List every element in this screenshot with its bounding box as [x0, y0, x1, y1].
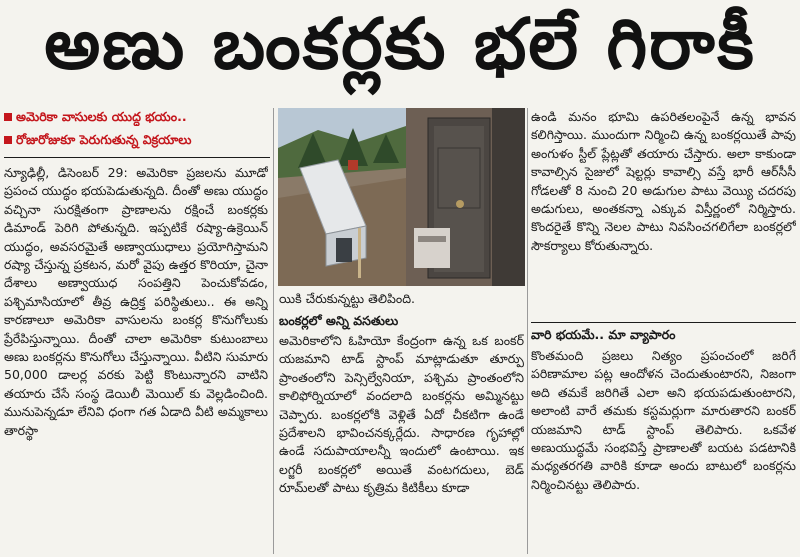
middle-column-top — [279, 290, 524, 310]
left-column-text: న్యూఢిల్లీ, డిసెంబర్ 29: అమెరికా ప్రజలను మూడో ప్రపంచ యుద్ధం భయపెడుతున్నది. దీంతో అణు యుద్ధం వచ్చినా సురక్షితంగా ప్రాణాలను రక్షించే బంకర్లకు డిమాండ్ పెరిగి పోతున్నది. ఇప్పటికే రష్యా-ఉక్రెయిన్ యుద్ధం, అవసరమైతే అణ్వాయుధాలు ప్రయోగిస్తామని రష్యా చేస్తున్న ప్రకటన, మరో వైపు ఉత్తర కొరియా, చైనా దేశాలు అణ్వాయుధ సంపత్తిని పెంచుకోవడం, పశ్చిమాసియాలో తీవ్ర ఉద్రిక్త పరిస్థితులు.. ఈ అన్ని కారణాలూ అమెరికా వాసులను బంకర్ల కొనుగోలుకు ప్రేరేపిస్తున్నాయి. దీంతో చాలా అమెరికా కుటుంబాలు అణు బంకర్లను కొనుగోలు చేస్తున్నాయి. వీటిని సుమారు 50,000 డాలర్ల వరకు పెట్టి కొంటున్నారని వాటిని తయారు చేసే సంస్థ డెయిలీ మెయిల్ కు వెల్లడించింది. మునుపెన్నడూ లేనివి ధంగా గత ఏడాది వీటి అమ్మకాలు తారస్థా — [4, 165, 268, 438]
article-right-column-bottom — [531, 347, 796, 554]
subhead-1-text: అమెరికా వాసులకు యుద్ధ భయం.. — [16, 109, 187, 124]
middle-column-text: అమెరికాలోని ఓహియో కేంద్రంగా ఉన్న ఒక బంకర్ యజమాని టాడ్ స్టాంప్ మాట్లాడుతూ తూర్పు ప్రాంతంలోని పెన్సిల్వేనియా, పశ్చిమ ప్రాంతంలోని కాలిఫోర్నియాలో వందలాది బంకర్లను అమ్మినట్టు చెప్పారు. బంకర్లలోకి వెళ్లితే ఏదో చీకటిగా ఉండే ప్రదేశాలని భావించనక్కర్లేదు. సాధారణ గృహాల్లో ఉండే సదుపాయాలన్నీ ఇందులో ఉంటాయి. ఇక లగ్జరీ బంకర్లలో అయితే వంటగదులు, బెడ్ రూమ్‌లతో పాటు కృత్రిమ కిటికీలు కూడా — [279, 333, 524, 496]
article-left-column — [4, 164, 268, 554]
article-right-column-top — [531, 108, 796, 318]
subhead-1 — [4, 108, 272, 126]
bunker-photo — [278, 108, 525, 286]
bullet-square-icon — [4, 113, 12, 121]
bunker-photo-illustration — [278, 108, 525, 286]
article-middle-column — [279, 332, 524, 554]
section-divider — [531, 322, 796, 323]
headline: అణు బంకర్లకు భలే గిరాకీ — [44, 2, 756, 85]
right-column-top-text: ఉండి మనం భూమి ఉపరితలంపైనే ఉన్న భావన కలిగిస్తాయి. ముందుగా నిర్మించి ఉన్న బంకర్లయితే పావు అంగుళం స్టీల్ ప్లేట్లతో తయారు చేస్తారు. అలా కాకుండా కావాల్సిన సైజులో షెల్టర్లు కావాల్సి వస్తే భారీ ఆర్‌సీసీ గోడలతో 8 నుంచి 20 అడుగుల పాటు వెయ్యి చదరపు అడుగులు, అంతకన్నా ఎక్కువ విస్తీర్ణంలో నిర్మిస్తారు. కొందరైతే కొన్ని నెలల పాటు నివసించగలిగేలా బంకర్లలో సౌకర్యాలు కోరుతున్నారు. — [531, 109, 796, 253]
subhead-2 — [4, 131, 272, 149]
middle-top-text: యికి చేరుకున్నట్టు తెలిపింది. — [279, 291, 416, 306]
subhead-2-text: రోజురోజుకూ పెరుగుతున్న విక్రయాలు — [16, 132, 192, 147]
section-heading-business: వారి భయమే.. మా వ్యాపారం — [531, 327, 676, 342]
column-divider — [527, 108, 528, 554]
right-column-bottom-text: కొంతమంది ప్రజలు నిత్యం ప్రపంచంలో జరిగే పరిణామాల పట్ల ఆందోళన చెందుతుంటారని, నిజంగా అది తమకే జరిగితే ఎలా అని భయపడుతుంటారని, అలాంటి వారే తమకు కస్టమర్లుగా మారుతారని బంకర్ యజమాని టాడ్ స్టాంప్ తెలిపారు. ఒకవేళ అణుయుద్ధమే సంభవిస్తే ప్రాణాలతో బయట పడటానికి మధ్యతరగతి వారికి కూడా అందు బాటులో బంకర్లను నిర్మించినట్టు తెలిపారు. — [531, 348, 796, 492]
column-divider — [273, 108, 274, 554]
bullet-square-icon — [4, 136, 12, 144]
subhead-divider — [4, 157, 270, 158]
section-heading-amenities: బంకర్లలో అన్ని వసతులు — [279, 313, 399, 328]
